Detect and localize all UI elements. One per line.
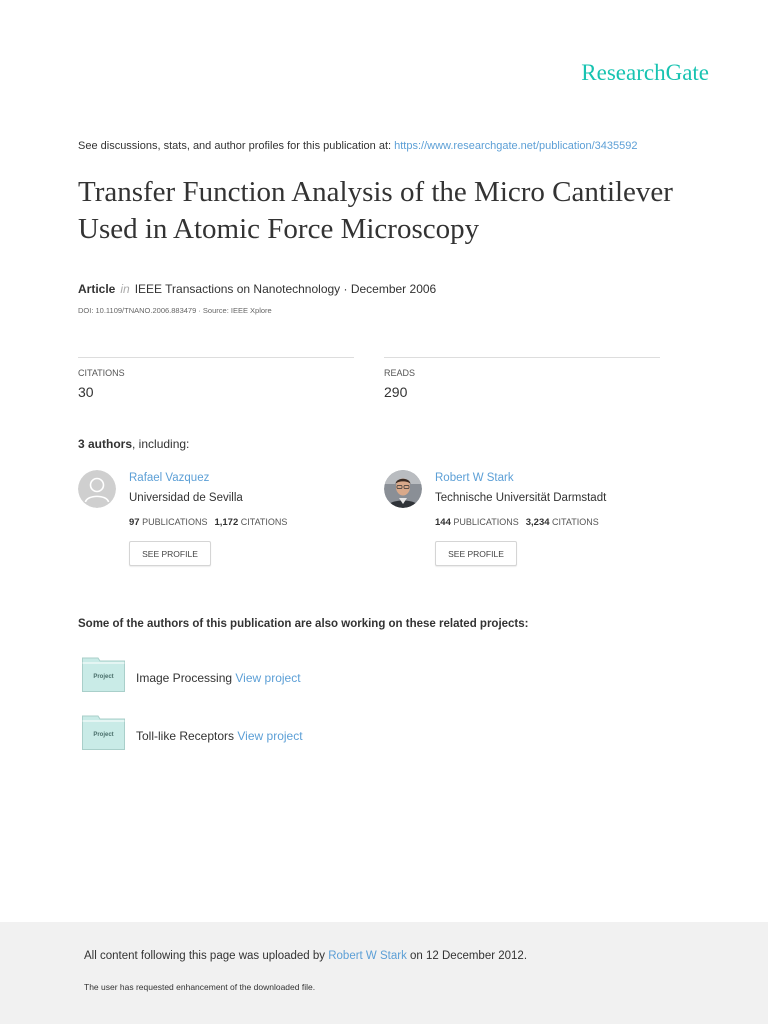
project-folder-icon xyxy=(82,714,125,750)
project-folder-icon xyxy=(82,656,125,692)
publications-count: 97 xyxy=(129,517,140,528)
enhancement-note: The user has requested enhancement of the downloaded file. xyxy=(84,982,316,992)
publication-url-link[interactable]: https://www.researchgate.net/publication/3435592 xyxy=(394,140,638,152)
uploaded-by-line xyxy=(84,950,527,962)
article-meta xyxy=(78,282,436,296)
project-name: Image Processing xyxy=(136,671,233,685)
author-institution: Technische Universität Darmstadt xyxy=(435,492,607,504)
publications-label: PUBLICATIONS xyxy=(453,517,519,527)
doi-source: DOI: 10.1109/TNANO.2006.883479 · Source: IEEE Xplore xyxy=(78,306,272,315)
reads-value: 290 xyxy=(384,384,408,400)
author-name-link[interactable]: Robert W Stark xyxy=(435,472,514,484)
author-counts xyxy=(435,517,599,528)
view-project-link[interactable]: View project xyxy=(235,671,301,685)
publications-label: PUBLICATIONS xyxy=(142,517,208,527)
author-citations-count: 3,234 xyxy=(525,517,550,528)
author-name-link[interactable]: Rafael Vazquez xyxy=(129,472,210,484)
default-avatar-icon[interactable] xyxy=(78,470,116,508)
researchgate-logo[interactable]: ResearchGate xyxy=(581,60,709,85)
see-profile-button[interactable]: SEE PROFILE xyxy=(129,541,211,566)
footer xyxy=(0,922,768,1024)
citations-label: CITATIONS xyxy=(78,368,125,378)
uploader-link[interactable]: Robert W Stark xyxy=(328,950,407,962)
authors-count: 3 authors xyxy=(78,437,133,451)
project-icon-label: Project xyxy=(93,732,114,738)
authors-heading xyxy=(78,437,189,451)
in-label: in xyxy=(120,282,130,296)
author-citations-label: CITATIONS xyxy=(240,517,288,527)
see-text: See discussions, stats, and author profiles for this publication at: xyxy=(78,140,395,152)
authors-suffix: , including: xyxy=(132,437,190,451)
author-institution: Universidad de Sevilla xyxy=(129,492,243,504)
reads-label: READS xyxy=(384,368,416,378)
author-counts xyxy=(129,517,287,528)
project-title xyxy=(136,729,303,743)
project-item xyxy=(82,714,482,750)
publication-url-line xyxy=(78,140,638,152)
citations-value: 30 xyxy=(78,384,94,400)
reads-stat xyxy=(384,357,660,400)
project-name: Toll-like Receptors xyxy=(136,729,235,743)
uploaded-prefix: All content following this page was uploaded by xyxy=(84,950,329,962)
uploaded-suffix: on 12 December 2012. xyxy=(406,950,528,962)
author-photo[interactable] xyxy=(384,470,422,508)
related-projects-heading: Some of the authors of this publication are also working on these related projects: xyxy=(78,618,529,630)
article-type: Article xyxy=(78,282,116,296)
publications-count: 144 xyxy=(435,517,451,528)
journal-and-date: IEEE Transactions on Nanotechnology · December 2006 xyxy=(134,282,437,296)
citations-stat xyxy=(78,357,354,400)
project-title xyxy=(136,671,301,685)
project-item xyxy=(82,656,482,692)
view-project-link[interactable]: View project xyxy=(237,729,303,743)
see-profile-button[interactable]: SEE PROFILE xyxy=(435,541,517,566)
author-citations-count: 1,172 xyxy=(214,517,239,528)
project-icon-label: Project xyxy=(93,674,114,680)
publication-title: Transfer Function Analysis of the Micro Cantilever Used in Atomic Force Microscopy xyxy=(78,176,673,245)
author-citations-label: CITATIONS xyxy=(552,517,599,527)
